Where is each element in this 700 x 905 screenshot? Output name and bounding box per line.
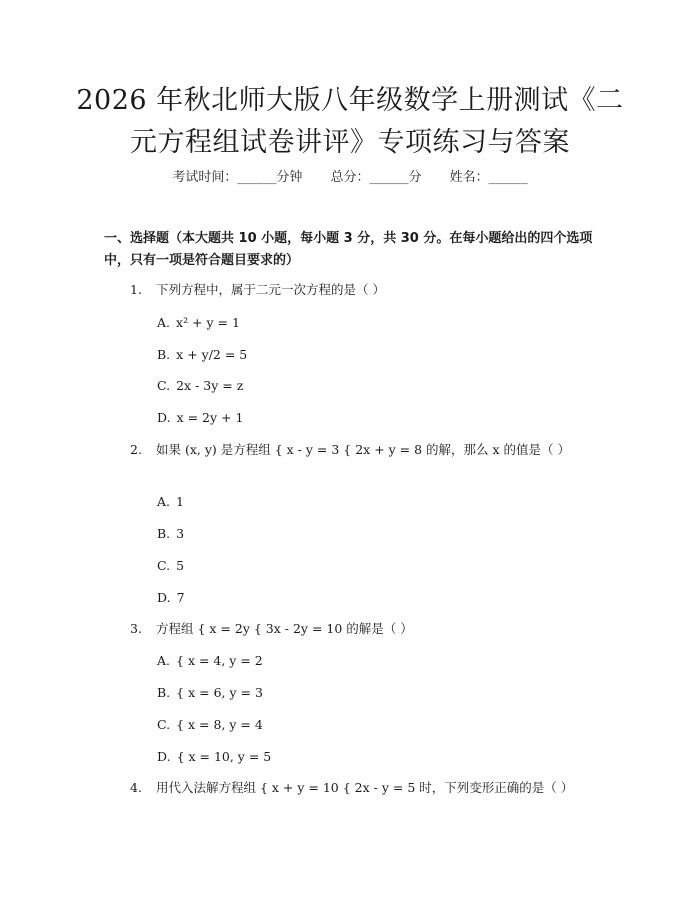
question-1-option-a bbox=[157, 313, 240, 333]
title-line-1: 2026 年秋北师大版八年级数学上册测试《二 bbox=[76, 85, 624, 116]
option-label: C. bbox=[157, 378, 171, 393]
option-text: 2x - 3y = z bbox=[176, 378, 244, 393]
question-4 bbox=[104, 777, 596, 799]
option-text: { x = 4, y = 2 bbox=[176, 653, 263, 668]
option-label: D. bbox=[157, 749, 171, 764]
option-label: B. bbox=[157, 526, 171, 541]
option-label: A. bbox=[157, 315, 171, 330]
option-label: A. bbox=[157, 653, 171, 668]
exam-time: 考试时间：______分钟 bbox=[172, 170, 303, 185]
question-2-option-d bbox=[157, 588, 185, 608]
section-heading: 一、选择题（本大题共 10 小题，每小题 3 分，共 30 分。在每小题给出的四个选项中，只有一项是符合题目要求的） bbox=[104, 231, 593, 268]
question-2-option-b bbox=[157, 524, 184, 544]
option-text: { x = 8, y = 4 bbox=[176, 717, 263, 732]
title-line-2: 元方程组试卷讲评》专项练习与答案 bbox=[130, 127, 570, 158]
question-number: 4. bbox=[130, 780, 142, 795]
question-text: 方程组 { x = 2y { 3x - 2y = 10 的解是（ ） bbox=[156, 621, 413, 636]
question-3-option-c bbox=[157, 715, 263, 735]
option-text: x² + y = 1 bbox=[176, 315, 240, 330]
option-label: A. bbox=[157, 494, 171, 509]
question-1-option-d bbox=[157, 408, 243, 428]
question-2-option-a bbox=[157, 492, 184, 512]
option-text: x = 2y + 1 bbox=[176, 410, 244, 425]
option-label: C. bbox=[157, 717, 171, 732]
option-text: 7 bbox=[176, 590, 185, 605]
question-3-option-a bbox=[157, 651, 263, 671]
option-label: D. bbox=[157, 410, 171, 425]
question-text: 下列方程中，属于二元一次方程的是（ ） bbox=[156, 282, 385, 297]
question-1-option-b bbox=[157, 345, 247, 365]
option-label: B. bbox=[157, 347, 171, 362]
question-1-option-c bbox=[157, 376, 243, 396]
document-title bbox=[60, 80, 640, 164]
option-label: B. bbox=[157, 685, 171, 700]
question-text: 用代入法解方程组 { x + y = 10 { 2x - y = 5 时，下列变形正确的是（ ） bbox=[156, 780, 574, 795]
option-text: { x = 10, y = 5 bbox=[176, 749, 272, 764]
question-number: 1. bbox=[130, 282, 142, 297]
question-number: 2. bbox=[130, 442, 142, 457]
question-3-option-d bbox=[157, 747, 271, 767]
question-2 bbox=[104, 439, 596, 461]
option-text: x + y/2 = 5 bbox=[176, 347, 248, 362]
option-text: 1 bbox=[176, 494, 184, 509]
option-text: 3 bbox=[176, 526, 185, 541]
exam-score: 总分：______分 bbox=[330, 170, 422, 185]
option-label: D. bbox=[157, 590, 171, 605]
question-number: 3. bbox=[130, 621, 142, 636]
question-2-option-c bbox=[157, 556, 184, 576]
option-text: { x = 6, y = 3 bbox=[176, 685, 263, 700]
question-text: 如果 (x, y) 是方程组 { x - y = 3 { 2x + y = 8 的解，那么 x 的值是（ ） bbox=[156, 442, 571, 457]
exam-info bbox=[0, 166, 700, 185]
question-1 bbox=[104, 279, 596, 301]
option-text: 5 bbox=[176, 558, 185, 573]
question-3 bbox=[104, 618, 596, 640]
option-label: C. bbox=[157, 558, 171, 573]
question-3-option-b bbox=[157, 683, 263, 703]
student-name: 姓名：______ bbox=[449, 170, 528, 185]
